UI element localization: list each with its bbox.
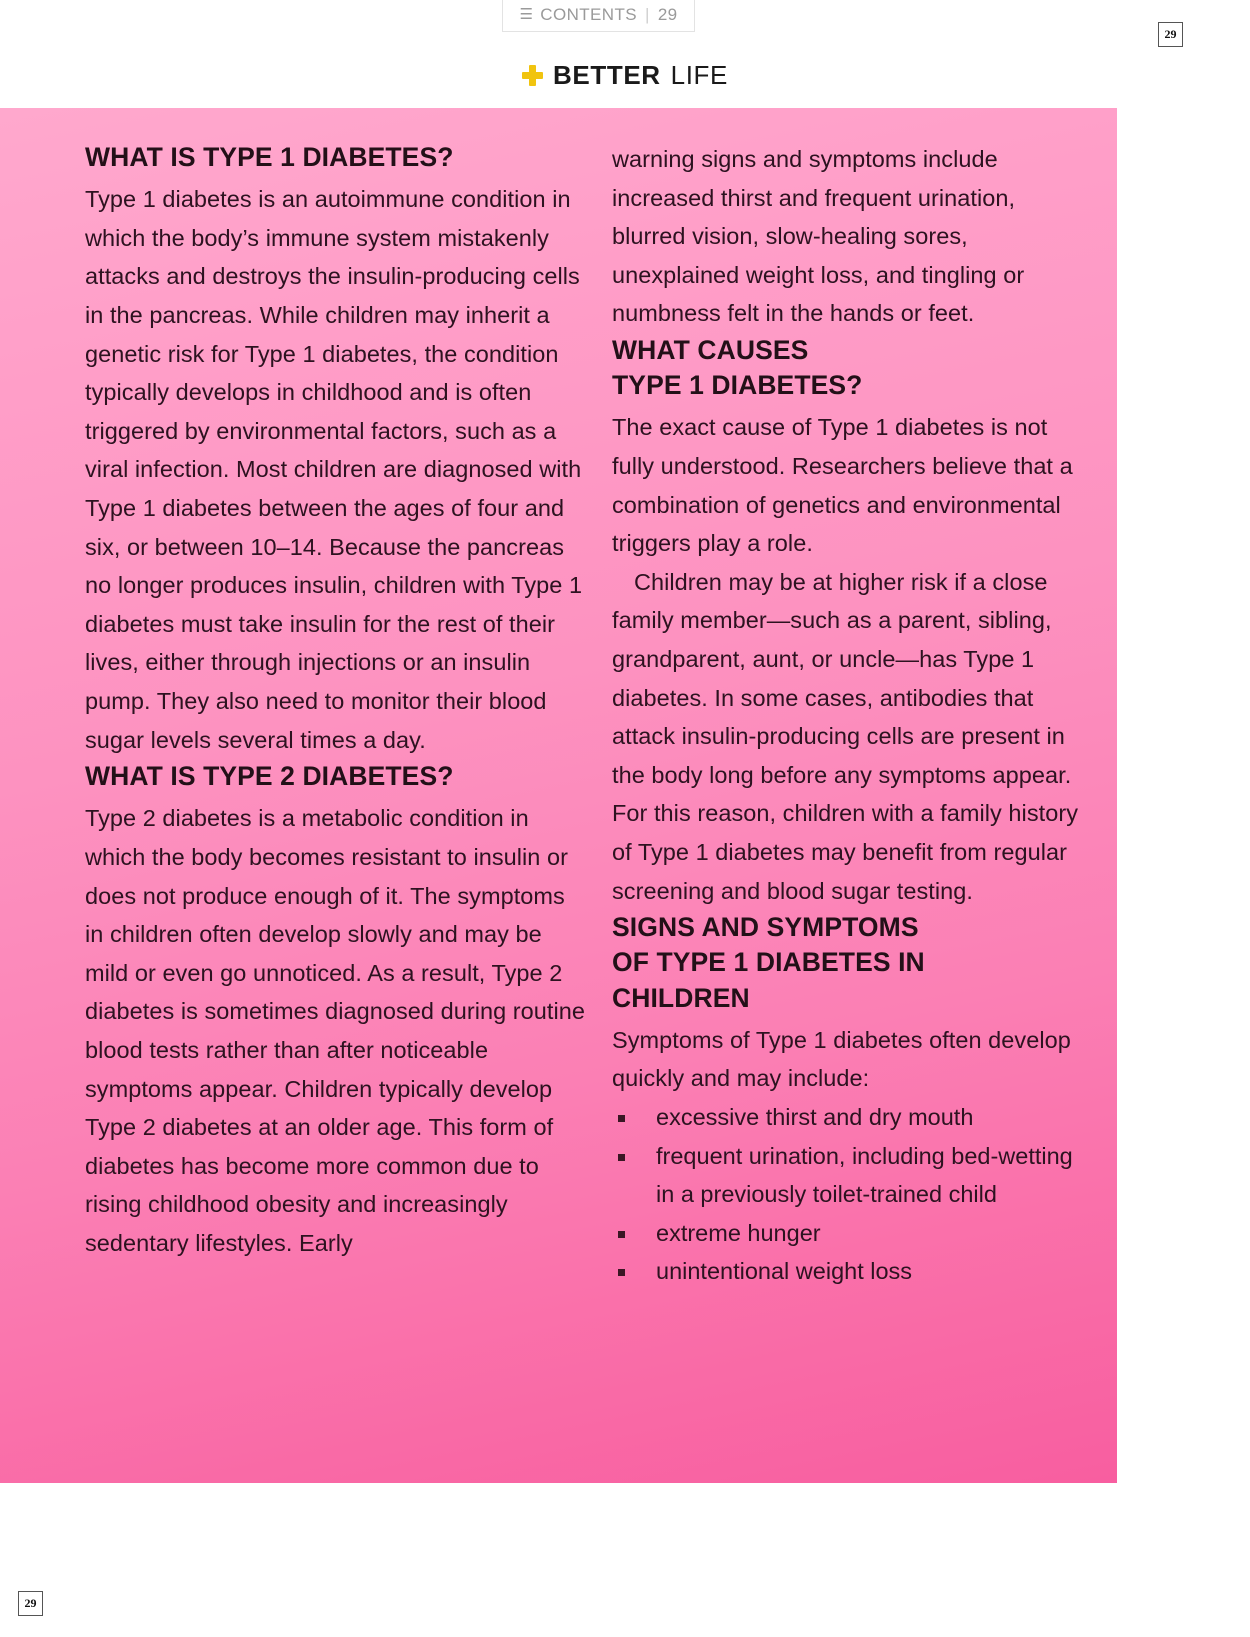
brand-secondary-text: LIFE	[670, 60, 728, 90]
contents-tab[interactable]	[502, 0, 695, 32]
heading-line-3: CHILDREN	[612, 982, 750, 1013]
contents-page-number: 29	[657, 5, 678, 24]
heading-line-1: SIGNS AND SYMPTOMS	[612, 912, 919, 943]
page-header	[0, 0, 1250, 108]
contents-divider: |	[645, 5, 650, 24]
symptom-text: excessive thirst and dry mouth	[656, 1104, 974, 1131]
heading-line-2: TYPE 1 DIABETES?	[612, 370, 863, 401]
symptom-list-item	[612, 1252, 1092, 1291]
right-margin	[1117, 108, 1250, 1483]
paragraph-symptoms-intro: Symptoms of Type 1 diabetes often develop quickly and may include:	[612, 1026, 1071, 1092]
heading-signs-and-symptoms	[612, 910, 1092, 1016]
paragraph-type-1-overview: Type 1 diabetes is an autoimmune condition in which the body’s immune system mistakenly attacks and destroys the insulin-producing cells in the pancreas. While children may inherit a genetic risk for Type 1 diabetes, the condition typically develops in childhood and is often triggered by environmental factors, such as a viral infection. Most children are diagnosed with Type 1 diabetes between the ages of four and six, or between 10–14. Because the pancreas no longer produces insulin, children with Type 1 diabetes must take insulin for the rest of their lives, either through injections or an insulin pump. They also need to monitor their blood sugar levels several times a day.	[85, 186, 583, 753]
symptom-list	[612, 1098, 1092, 1291]
contents-label: CONTENTS	[540, 5, 637, 24]
paragraph-causes-1: The exact cause of Type 1 diabetes is not fully understood. Researchers believe that a combination of genetics and environmental triggers play a role.	[612, 414, 1073, 557]
heading-what-causes-type-1-diabetes	[612, 333, 1092, 403]
paragraph-type-2-overview: Type 2 diabetes is a metabolic condition in which the body becomes resistant to insulin or does not produce enough of it. The symptoms in children often develop slowly and may be mild or even go unnoticed. As a result, Type 2 diabetes is sometimes diagnosed during routine blood tests rather than after noticeable symptoms appear. Children typically develop Type 2 diabetes at an older age. This form of diabetes has become more common due to rising childhood obesity and increasingly sedentary lifestyles. Early	[85, 805, 586, 1256]
article-panel	[0, 108, 1117, 1483]
right-column	[612, 140, 1092, 1291]
symptom-text: frequent urination, including bed-wetting in a previously toilet-trained child	[656, 1142, 1073, 1208]
square-bullet-icon	[618, 1269, 625, 1276]
symptom-text: extreme hunger	[656, 1219, 821, 1246]
symptom-list-item	[612, 1098, 1092, 1137]
heading-what-is-type-1-diabetes: WHAT IS TYPE 1 DIABETES?	[85, 142, 454, 172]
paragraph-type-2-continuation: warning signs and symptoms include increased thirst and frequent urination, blurred vision, slow-healing sores, unexplained weight loss, and tingling or numbness felt in the hands or feet.	[612, 146, 1025, 327]
hamburger-icon: ☰	[519, 5, 534, 23]
heading-line-2: OF TYPE 1 DIABETES IN	[612, 947, 925, 978]
heading-what-is-type-2-diabetes: WHAT IS TYPE 2 DIABETES?	[85, 761, 454, 792]
page-badge-bottom-left: 29	[18, 1591, 43, 1616]
heading-line-1: WHAT CAUSES	[612, 334, 809, 365]
symptom-text: unintentional weight loss	[656, 1258, 913, 1285]
brand-logo	[0, 60, 1250, 91]
paragraph-causes-2: Children may be at higher risk if a close family member—such as a parent, sibling, grandparent, aunt, or uncle—has Type 1 diabetes. In some cases, antibodies that attack insulin-producing cells are present in the body long before any symptoms appear. For this reason, children with a family history of Type 1 diabetes may benefit from regular screening and blood sugar testing.	[612, 568, 1078, 904]
page-badge-top-right: 29	[1158, 22, 1183, 47]
brand-primary-text: BETTER	[553, 60, 661, 90]
article-columns	[0, 108, 1117, 1483]
square-bullet-icon	[618, 1115, 625, 1122]
symptom-list-item	[612, 1214, 1092, 1253]
left-column	[85, 140, 585, 1263]
bottom-margin	[0, 1483, 1250, 1637]
symptom-list-item	[612, 1137, 1092, 1214]
plus-icon	[522, 65, 543, 86]
square-bullet-icon	[618, 1231, 625, 1238]
square-bullet-icon	[618, 1154, 625, 1161]
